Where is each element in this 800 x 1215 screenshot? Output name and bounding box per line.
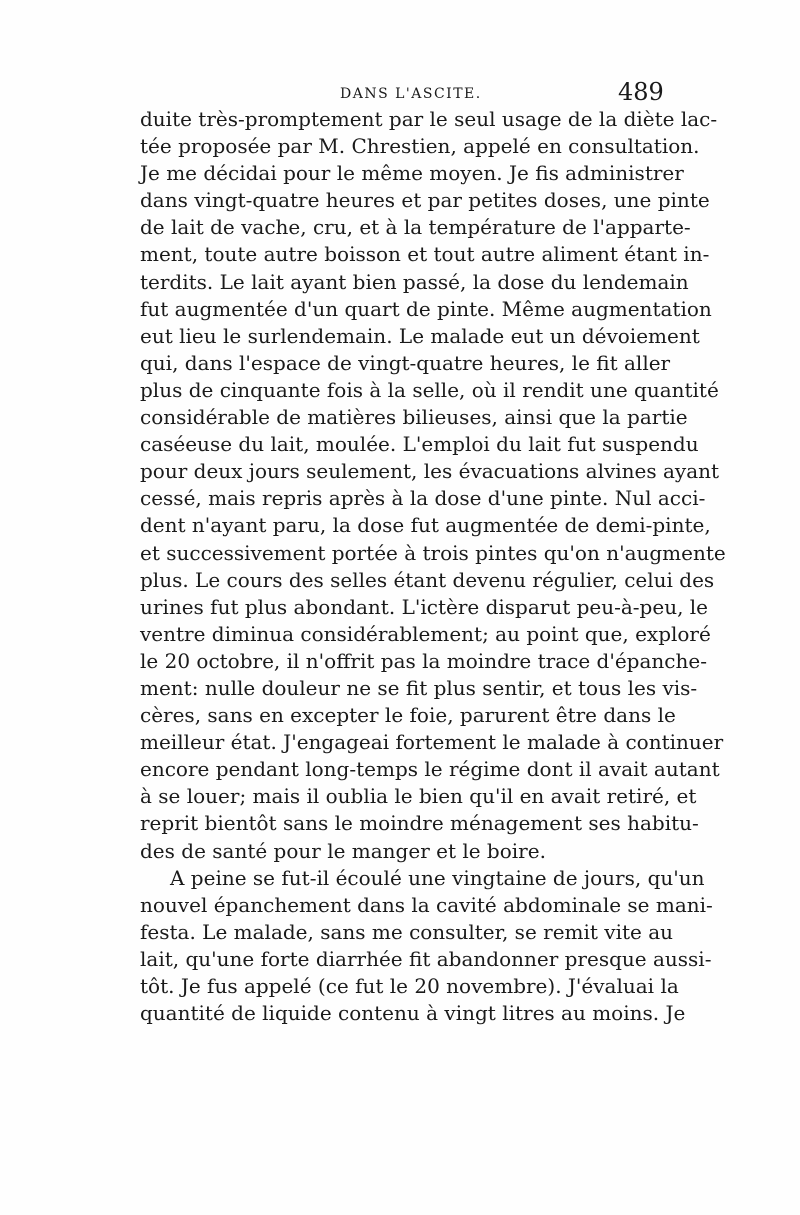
text-line: urines fut plus abondant. L'ictère disparut peu-à-peu, le (140, 594, 709, 619)
text-line: tée proposée par M. Chrestien, appelé en consultation. (140, 134, 700, 159)
text-line: dent n'ayant paru, la dose fut augmentée de demi-pinte, (140, 513, 711, 538)
text-line: duite très-promptement par le seul usage de la diète lac- (140, 107, 718, 131)
text-line: A peine se fut-il écoulé une vingtaine de jours, qu'un (170, 865, 705, 890)
text-line: qui, dans l'espace de vingt-quatre heures, le fit aller (140, 350, 671, 375)
text-line: reprit bientôt sans le moindre ménagement ses habitu- (140, 811, 699, 836)
text-line: terdits. Le lait ayant bien passé, la dose du lendemain (140, 269, 689, 294)
text-line: plus de cinquante fois à la selle, où il rendit une quantité (140, 377, 719, 402)
text-line: et successivement portée à trois pintes qu'on n'augmente (140, 540, 726, 565)
text-line: encore pendant long-temps le régime dont il avait autant (140, 757, 720, 782)
text-line: des de santé pour le manger et le boire. (140, 838, 546, 863)
page-number: 489 (618, 78, 664, 106)
text-line: tôt. Je fus appelé (ce fut le 20 novembre). J'évaluai la (140, 974, 679, 998)
body-text (140, 106, 726, 1027)
text-line: ment: nulle douleur ne se fit plus sentir, et tous les vis- (140, 675, 698, 700)
text-line: ment, toute autre boisson et tout autre aliment étant in- (140, 242, 710, 267)
text-line: cères, sans en excepter le foie, parurent être dans le (140, 703, 676, 728)
text-line: dans vingt-quatre heures et par petites doses, une pinte (140, 188, 710, 213)
text-line: ventre diminua considérablement; au point que, exploré (140, 621, 711, 646)
text-line: meilleur état. J'engageai fortement le malade à continuer (140, 730, 724, 755)
text-line: eut lieu le surlendemain. Le malade eut un dévoiement (140, 323, 700, 348)
text-line: fut augmentée d'un quart de pinte. Même augmentation (140, 296, 712, 321)
text-line: considérable de matières bilieuses, ainsi que la partie (140, 405, 688, 430)
text-line: pour deux jours seulement, les évacuations alvines ayant (140, 459, 720, 484)
running-head: DANS L'ASCITE. (340, 86, 482, 102)
text-line: de lait de vache, cru, et à la température de l'apparte- (140, 215, 691, 240)
text-line: à se louer; mais il oublia le bien qu'il en avait retiré, et (140, 784, 697, 809)
text-line: quantité de liquide contenu à vingt litres au moins. Je (140, 1001, 686, 1026)
text-line: le 20 octobre, il n'offrit pas la moindre trace d'épanche- (140, 648, 707, 673)
text-line: cessé, mais repris après à la dose d'une pinte. Nul acci- (140, 486, 706, 511)
text-line: caséeuse du lait, moulée. L'emploi du lait fut suspendu (140, 432, 699, 457)
text-line: Je me décidai pour le même moyen. Je fis administrer (140, 161, 684, 186)
text-line: festa. Le malade, sans me consulter, se remit vite au (140, 919, 674, 944)
text-line: plus. Le cours des selles étant devenu régulier, celui des (140, 567, 715, 592)
text-line: lait, qu'une forte diarrhée fit abandonner presque aussi- (140, 946, 712, 971)
text-line: nouvel épanchement dans la cavité abdominale se mani- (140, 892, 713, 917)
